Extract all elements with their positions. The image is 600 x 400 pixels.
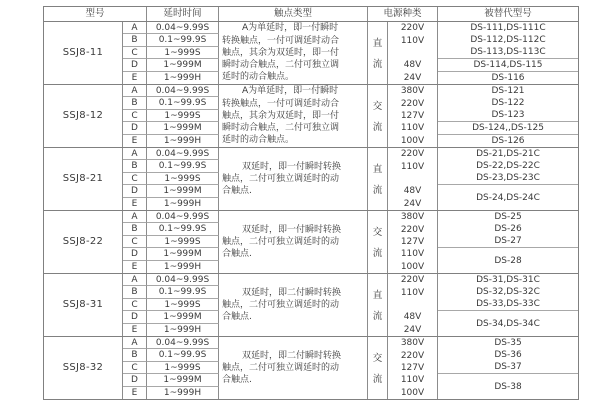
replaced-model-value: DS-36	[494, 350, 522, 361]
power-type-cell	[368, 22, 388, 84]
power-type-cell	[368, 211, 388, 273]
replaced-model-group	[438, 374, 578, 399]
replaced-model-value: DS-124,,DS-125	[472, 122, 544, 133]
header-power-type: 电源种类	[368, 7, 438, 21]
voltage-value: 110V	[400, 35, 425, 46]
delay-time-cell: 1~999S	[147, 236, 219, 248]
table-block	[44, 337, 578, 399]
replaced-model-value: DS-38	[494, 381, 522, 392]
delay-time-cell: 0.1~99.9S	[147, 160, 219, 172]
contact-type-line: 双延时，即一付瞬时转换	[242, 161, 342, 172]
replaced-model-value: DS-121	[491, 86, 525, 97]
delay-time-cell: 1~999S	[147, 110, 219, 122]
header-replaced-model: 被替代型号	[484, 8, 532, 19]
contact-type-line: 延时的动合触点。	[222, 135, 295, 146]
contact-type-line: 瞬时动合触点，二付可独立调	[222, 123, 340, 134]
voltage-value: 110V	[400, 161, 425, 172]
replaced-model-group	[438, 148, 578, 185]
delay-time-cell: 0.04~9.99S	[147, 211, 219, 223]
model-cell: SSJ8-12	[44, 85, 123, 147]
delay-time-cell: 1~999H	[147, 387, 219, 399]
replaced-model-value: DS-21,DS-21C	[476, 149, 540, 160]
replaced-model-value: DS-32,DS-32C	[476, 287, 540, 298]
table-block	[44, 148, 578, 211]
replaced-model-group	[438, 85, 578, 122]
row-letter-cell: E	[123, 387, 147, 399]
replaced-model-value: DS-122	[491, 98, 525, 109]
voltage-value: 24V	[403, 324, 422, 335]
power-type-char: 直	[372, 164, 383, 176]
contact-type-line: 瞬时动合触点，二付可独立调	[222, 60, 340, 71]
model-cell: SSJ8-32	[44, 337, 123, 399]
voltage-cell	[388, 85, 438, 147]
voltage-value: 220V	[400, 149, 425, 160]
replaced-model-value: DS-25	[494, 212, 522, 223]
row-letter-cell: E	[123, 135, 147, 147]
voltage-value: 24V	[403, 198, 422, 209]
replaced-model-value: DS-23,DS-23C	[476, 173, 540, 184]
voltage-cell	[388, 148, 438, 210]
voltage-cell	[388, 211, 438, 273]
power-type-char: 流	[372, 311, 383, 323]
contact-type-line: 触点，其余为双延时，即一付	[222, 47, 340, 58]
delay-time-cell: 0.1~99.9S	[147, 223, 219, 235]
row-letter-cell: C	[123, 236, 147, 248]
row-letter-cell: B	[123, 349, 147, 361]
voltage-value	[388, 299, 437, 311]
replaced-model-value: DS-22,DS-22C	[476, 161, 540, 172]
row-letter-cell: D	[123, 311, 147, 323]
delay-time-cell: 0.04~9.99S	[147, 148, 219, 160]
header-contact-type: 触点类型	[219, 7, 368, 21]
replaced-model-value: DS-35	[494, 338, 522, 349]
contact-type-line: 合触点.	[222, 186, 252, 197]
replaced-model-group	[438, 122, 578, 134]
contact-type-line: 触点，二付可独立调延时的动	[222, 173, 340, 184]
contact-type-cell	[219, 85, 368, 147]
delay-time-cell: 1~999M	[147, 311, 219, 323]
row-letter-cell: C	[123, 110, 147, 122]
table-block	[44, 22, 578, 85]
delay-time-cell: 0.1~99.9S	[147, 349, 219, 361]
contact-type-line: 触点，二付可独立调延时的动	[222, 299, 340, 310]
replaced-model-value: DS-123	[491, 110, 525, 121]
replaced-model-value: DS-33,DS-33C	[476, 299, 540, 310]
voltage-value: 110V	[400, 287, 425, 298]
replaced-model-value: DS-28	[494, 255, 522, 266]
contact-type-line: 转换触点，一付可调延时动合	[222, 98, 340, 109]
voltage-value: 48V	[403, 312, 422, 323]
power-type-cell	[368, 274, 388, 336]
power-type-char: 流	[372, 185, 383, 197]
contact-type-line: 合触点.	[222, 312, 252, 323]
delay-time-cell: 0.1~99.9S	[147, 97, 219, 109]
delay-time-cell: 1~999M	[147, 59, 219, 71]
contact-type-line: 双延时，即一付瞬时转换	[242, 224, 342, 235]
power-type-char: 直	[372, 290, 383, 302]
voltage-value	[388, 173, 437, 185]
replaced-model-group	[438, 274, 578, 311]
row-letter-cell: D	[123, 59, 147, 71]
replaced-model-value: DS-27	[494, 236, 522, 247]
row-letter-cell: C	[123, 47, 147, 59]
model-cell: SSJ8-11	[44, 22, 123, 84]
delay-time-cell: 0.1~99.9S	[147, 286, 219, 298]
power-type-char: 流	[372, 374, 383, 386]
delay-time-cell: 1~999M	[147, 185, 219, 197]
power-type-char: 流	[372, 248, 383, 260]
voltage-value: 380V	[400, 86, 425, 97]
contact-type-line: 合触点.	[222, 375, 252, 386]
delay-time-cell: 1~999M	[147, 374, 219, 386]
delay-time-cell: 1~999M	[147, 248, 219, 260]
voltage-value: 24V	[403, 72, 422, 83]
replaced-model-value: DS-26	[494, 224, 522, 235]
power-type-cell	[368, 85, 388, 147]
row-letter-cell: A	[123, 85, 147, 97]
row-letter-cell: A	[123, 274, 147, 286]
contact-type-cell	[219, 211, 368, 273]
power-type-char: 直	[372, 38, 383, 50]
contact-type-line: 触点，二付可独立调延时的动	[222, 236, 340, 247]
delay-time-cell: 1~999H	[147, 72, 219, 84]
row-letter-cell: A	[123, 22, 147, 34]
voltage-cell	[388, 22, 438, 84]
power-type-char: 流	[372, 122, 383, 134]
power-type-char: 交	[372, 227, 383, 239]
replaced-model-value: DS-111,DS-111C	[470, 23, 546, 34]
voltage-value	[388, 47, 437, 59]
contact-type-line: 触点，其余为双延时，即一付	[222, 110, 340, 121]
voltage-value: 100V	[400, 261, 425, 272]
voltage-value: 100V	[400, 387, 425, 398]
delay-time-cell: 1~999S	[147, 299, 219, 311]
contact-type-line: 延时的动合触点。	[222, 72, 295, 83]
row-letter-cell: D	[123, 374, 147, 386]
voltage-value: 100V	[400, 135, 425, 146]
voltage-value: 127V	[400, 110, 425, 121]
replaced-model-group	[438, 22, 578, 59]
row-letter-cell: C	[123, 299, 147, 311]
delay-time-cell: 0.04~9.99S	[147, 85, 219, 97]
replaced-model-value: DS-24,DS-24C	[476, 192, 540, 203]
model-cell: SSJ8-21	[44, 148, 123, 210]
delay-time-cell: 1~999S	[147, 47, 219, 59]
row-letter-cell: C	[123, 362, 147, 374]
voltage-value: 127V	[400, 362, 425, 373]
row-letter-cell: A	[123, 211, 147, 223]
contact-type-cell	[219, 274, 368, 336]
voltage-value: 380V	[400, 338, 425, 349]
row-letter-cell: B	[123, 286, 147, 298]
contact-type-line: A为单延时，即一付瞬时	[242, 23, 339, 34]
relay-spec-table	[43, 6, 579, 400]
row-letter-cell: E	[123, 324, 147, 336]
voltage-value: 48V	[403, 60, 422, 71]
contact-type-line: 触点，二付可独立调延时的动	[222, 362, 340, 373]
contact-type-cell	[219, 337, 368, 399]
voltage-value: 220V	[400, 350, 425, 361]
delay-time-cell: 1~999H	[147, 135, 219, 147]
voltage-value: 380V	[400, 212, 425, 223]
row-letter-cell: A	[123, 337, 147, 349]
delay-time-cell: 0.04~9.99S	[147, 337, 219, 349]
replaced-model-group	[438, 311, 578, 336]
voltage-value: 110V	[400, 375, 425, 386]
delay-time-cell: 0.04~9.99S	[147, 22, 219, 34]
contact-type-line: A为单延时，即一付瞬时	[242, 86, 339, 97]
voltage-value: 220V	[400, 23, 425, 34]
row-letter-cell: E	[123, 261, 147, 273]
power-type-char: 交	[372, 101, 383, 113]
replaced-model-value: DS-126	[491, 135, 525, 146]
model-cell: SSJ8-31	[44, 274, 123, 336]
contact-type-line: 合触点.	[222, 249, 252, 260]
voltage-cell	[388, 274, 438, 336]
header-model: 型号	[44, 7, 147, 21]
model-cell: SSJ8-22	[44, 211, 123, 273]
delay-time-cell: 1~999H	[147, 324, 219, 336]
replaced-model-group	[438, 337, 578, 374]
replaced-model-value: DS-116	[491, 72, 525, 83]
row-letter-cell: E	[123, 198, 147, 210]
contact-type-cell	[219, 22, 368, 84]
row-letter-cell: A	[123, 148, 147, 160]
row-letter-cell: B	[123, 34, 147, 46]
contact-type-line: 双延时，即二付瞬时转换	[242, 350, 342, 361]
replaced-model-group	[438, 59, 578, 71]
power-type-char: 交	[372, 353, 383, 365]
row-letter-cell: B	[123, 97, 147, 109]
row-letter-cell: B	[123, 223, 147, 235]
voltage-value: 110V	[400, 123, 425, 134]
voltage-value: 220V	[400, 224, 425, 235]
contact-type-line: 转换触点，一付可调延时动合	[222, 35, 340, 46]
voltage-value: 48V	[403, 186, 422, 197]
row-letter-cell: D	[123, 185, 147, 197]
row-letter-cell: B	[123, 160, 147, 172]
replaced-model-value: DS-37	[494, 362, 522, 373]
voltage-value: 220V	[400, 98, 425, 109]
table-block	[44, 274, 578, 337]
delay-time-cell: 1~999S	[147, 173, 219, 185]
row-letter-cell: C	[123, 173, 147, 185]
replaced-model-value: DS-31,DS-31C	[476, 275, 540, 286]
replaced-model-value: DS-114,DS-115	[473, 59, 543, 70]
delay-time-cell: 0.1~99.9S	[147, 34, 219, 46]
contact-type-line: 双延时，即二付瞬时转换	[242, 287, 342, 298]
delay-time-cell: 1~999M	[147, 122, 219, 134]
contact-type-cell	[219, 148, 368, 210]
table-block	[44, 85, 578, 148]
row-letter-cell: E	[123, 72, 147, 84]
row-letter-cell: D	[123, 248, 147, 260]
table-header-row	[44, 7, 578, 22]
replaced-model-group	[438, 72, 578, 84]
replaced-model-group	[438, 248, 578, 273]
replaced-model-group	[438, 211, 578, 248]
table-block	[44, 211, 578, 274]
delay-time-cell: 1~999H	[147, 198, 219, 210]
replaced-model-value: DS-112,DS-112C	[470, 35, 546, 46]
power-type-char: 流	[372, 59, 383, 71]
power-type-cell	[368, 337, 388, 399]
replaced-model-group	[438, 185, 578, 210]
delay-time-cell: 1~999S	[147, 362, 219, 374]
replaced-model-value: DS-34,DS-34C	[476, 318, 540, 329]
voltage-value: 220V	[400, 275, 425, 286]
delay-time-cell: 0.04~9.99S	[147, 274, 219, 286]
table-body	[44, 22, 578, 399]
header-delay-time: 延时时间	[147, 7, 219, 21]
replaced-model-value: DS-113,DS-113C	[470, 47, 546, 58]
power-type-cell	[368, 148, 388, 210]
replaced-model-group	[438, 135, 578, 147]
delay-time-cell: 1~999H	[147, 261, 219, 273]
voltage-value: 127V	[400, 236, 425, 247]
voltage-value: 110V	[400, 249, 425, 260]
voltage-cell	[388, 337, 438, 399]
row-letter-cell: D	[123, 122, 147, 134]
